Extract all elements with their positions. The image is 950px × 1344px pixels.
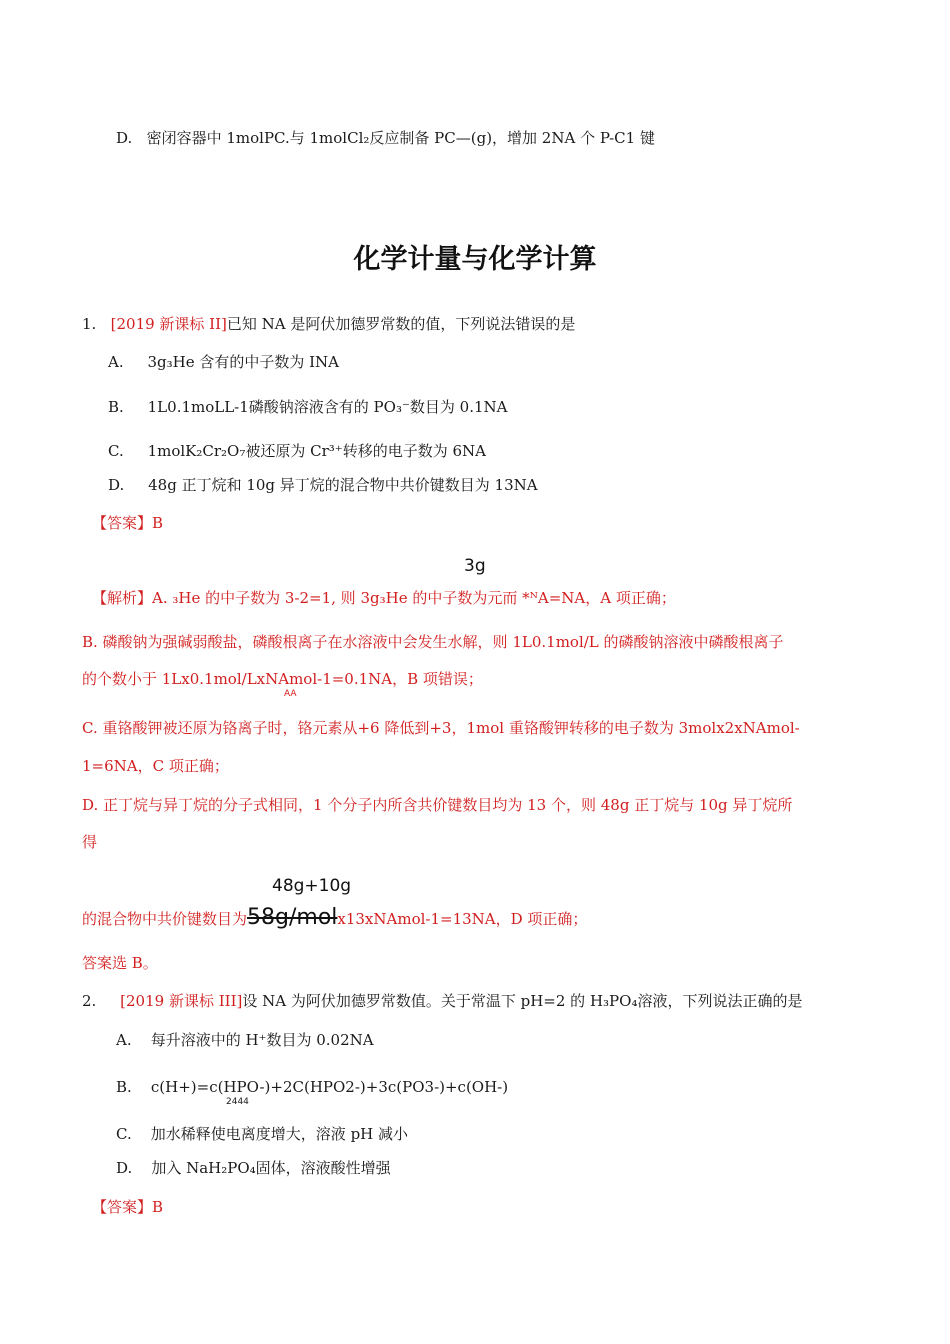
option-label: D. <box>116 1159 133 1177</box>
q2-option-c <box>116 1124 408 1144</box>
fraction-denominator: 58g/mol <box>247 905 338 930</box>
question-source: [2019 新课标 II] <box>110 315 227 333</box>
analysis-text: x13xNAmol-1=13NA，D 项正确； <box>337 910 588 928</box>
analysis-b-line1: B. 磷酸钠为强碱弱酸盐，磷酸根离子在水溶液中会发生水解，则 1L0.1mol/L 的磷酸钠溶液中磷酸根离子 <box>82 633 784 651</box>
analysis-b-subscript: AA <box>284 689 297 699</box>
prev-option-d <box>116 128 655 148</box>
option-label: C. <box>116 1125 132 1143</box>
analysis-c-line2: 1=6NA，C 项正确； <box>82 757 229 775</box>
q2-option-d <box>116 1158 391 1178</box>
question-number: 1. <box>82 315 97 333</box>
analysis-text: 的混合物中共价键数目为 <box>82 910 248 928</box>
analysis-c-line1: C. 重铬酸钾被还原为铬离子时，铬元素从+6 降低到+3，1mol 重铬酸钾转移的电子数为 3molx2xNAmol- <box>82 719 800 737</box>
fraction-numerator: 48g+10g <box>272 876 352 896</box>
q1-option-c <box>108 441 486 461</box>
option-text: 1molK₂Cr₂O₇被还原为 Cr³⁺转移的电子数为 6NA <box>147 442 486 460</box>
option-text: 3g₃He 含有的中子数为 INA <box>147 353 339 371</box>
analysis-d-line3 <box>82 905 588 930</box>
q1-stem-line <box>82 314 575 334</box>
question-number: 2. <box>82 992 97 1010</box>
q1-option-b <box>108 397 507 417</box>
option-label: B. <box>116 1078 132 1096</box>
analysis-d-line2: 得 <box>82 833 98 851</box>
option-label: B. <box>108 398 124 416</box>
q1-option-a <box>108 352 339 372</box>
question-stem: 已知 NA 是阿伏加德罗常数的值，下列说法错误的是 <box>226 315 576 333</box>
option-b-subscripts: 2444 <box>226 1097 249 1107</box>
option-label: A. <box>116 1031 132 1049</box>
q1-conclusion: 答案选 B。 <box>82 954 158 972</box>
option-label: D. <box>116 129 133 147</box>
option-text: 密闭容器中 1molPC.与 1molCl₂反应制备 PC—(g)，增加 2NA 个 P-C1 键 <box>146 129 655 147</box>
analysis-a: 【解析】A. ₃He 的中子数为 3-2=1, 则 3g₃He 的中子数为元而 *ᴺA=NA，A 项正确； <box>92 589 676 607</box>
q2-stem-line <box>82 991 802 1011</box>
fraction-numerator: 3g <box>464 556 486 576</box>
option-label: C. <box>108 442 124 460</box>
q1-option-d <box>108 475 538 495</box>
option-text: 每升溶液中的 H⁺数目为 0.02NA <box>150 1031 374 1049</box>
question-stem: 设 NA 为阿伏加德罗常数值。关于常温下 pH=2 的 H₃PO₄溶液，下列说法正确的是 <box>242 992 803 1010</box>
option-text: 加水稀释使电离度增大，溶液 pH 减小 <box>150 1125 409 1143</box>
analysis-b-line2: 的个数小于 1Lx0.1mol/LxNAmol-1=0.1NA，B 项错误； <box>82 670 483 688</box>
q2-option-b <box>116 1077 508 1097</box>
question-source: [2019 新课标 III] <box>120 992 243 1010</box>
section-title: 化学计量与化学计算 <box>353 244 597 275</box>
option-label: A. <box>108 353 124 371</box>
analysis-d-line1: D. 正丁烷与异丁烷的分子式相同，1 个分子内所含共价键数目均为 13 个，则 48g 正丁烷与 10g 异丁烷所 <box>82 796 793 814</box>
option-label: D. <box>108 476 125 494</box>
q2-option-a <box>116 1030 374 1050</box>
option-text: 48g 正丁烷和 10g 异丁烷的混合物中共价键数目为 13NA <box>148 476 538 494</box>
option-text: 1L0.1moLL-1磷酸钠溶液含有的 PO₃⁻数目为 0.1NA <box>147 398 508 416</box>
option-text: 加入 NaH₂PO₄固体，溶液酸性增强 <box>151 1159 391 1177</box>
q1-answer: 【答案】B <box>92 514 164 532</box>
q2-answer: 【答案】B <box>92 1198 164 1216</box>
option-text: c(H+)=c(HPO-)+2C(HPO2-)+3c(PO3-)+c(OH-) <box>150 1078 509 1096</box>
